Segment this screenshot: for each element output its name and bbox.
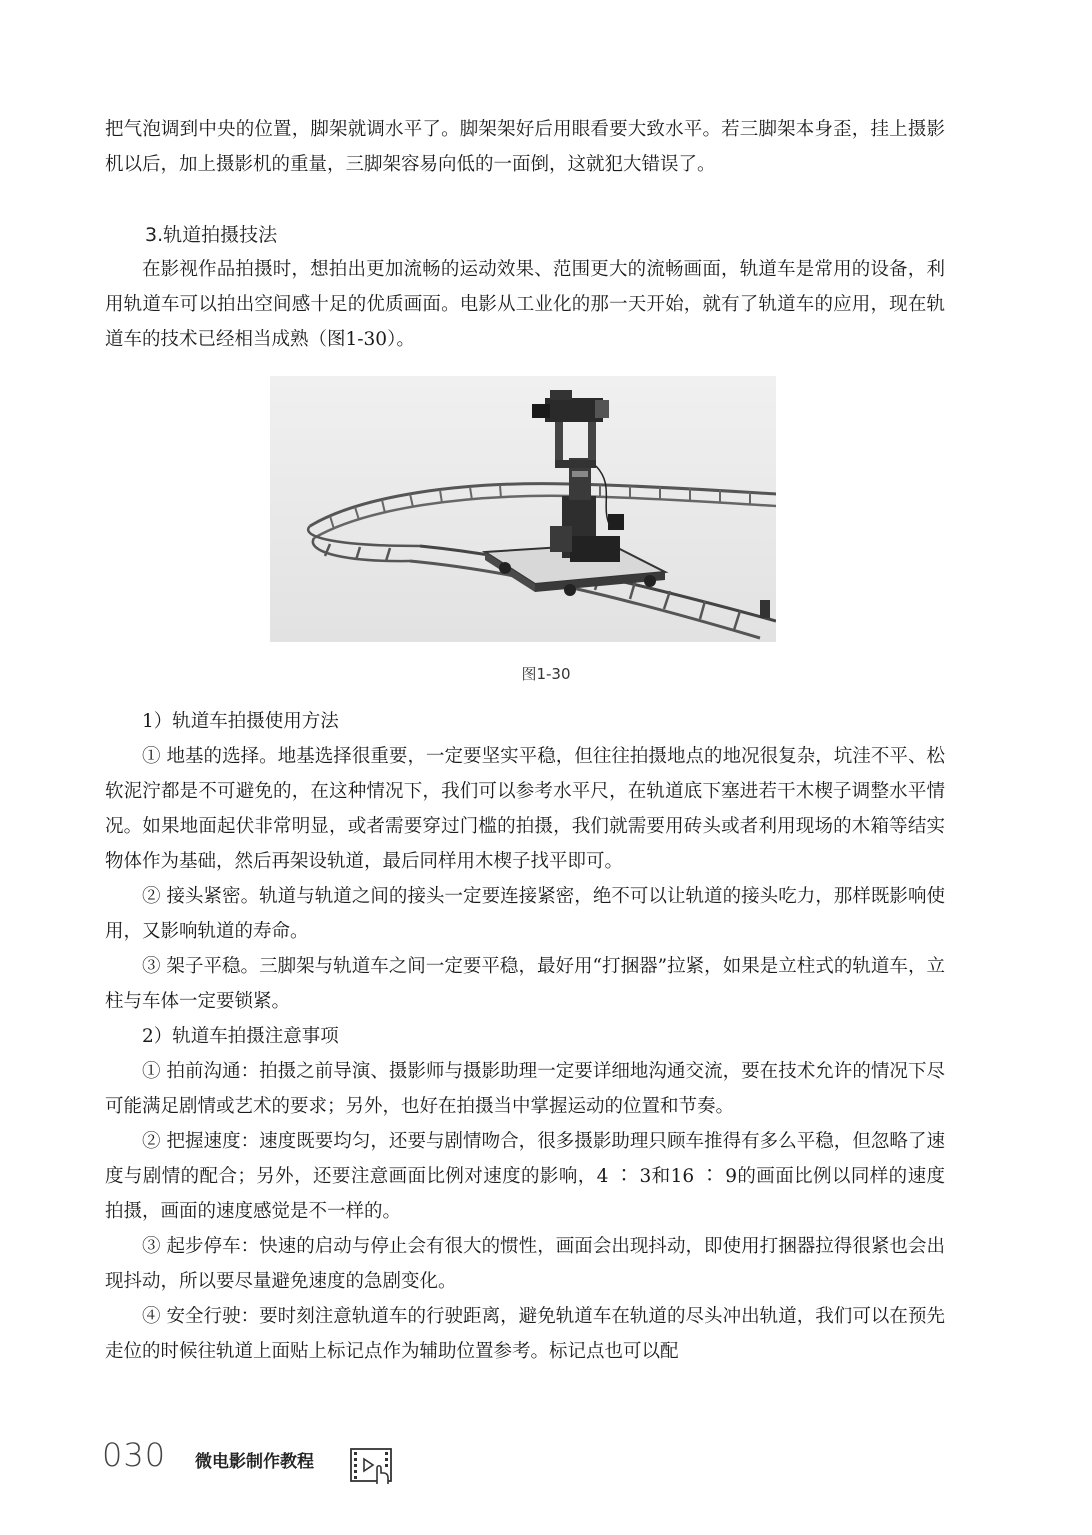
main-body-block xyxy=(105,704,945,1369)
subsection-1-title: 1）轨道车拍摄使用方法 xyxy=(142,711,339,732)
figure-camera-dolly-track xyxy=(270,376,776,642)
page-number: 030 xyxy=(102,1436,167,1474)
camera-dolly-illustration xyxy=(270,376,776,642)
top-paragraph-block xyxy=(105,112,945,182)
section-heading: 3.轨道拍摄技法 xyxy=(145,224,278,246)
subsection-1-item-3: ③ 架子平稳。三脚架与轨道车之间一定要平稳，最好用“打捆器”拉紧，如果是立柱式的轨道车，立柱与车体一定要锁紧。 xyxy=(105,956,945,1012)
film-hand-icon xyxy=(349,1446,395,1486)
book-title: 微电影制作教程 xyxy=(195,1452,314,1472)
subsection-1-item-1: ① 地基的选择。地基选择很重要，一定要坚实平稳，但往往拍摄地点的地况很复杂，坑洼不平、松软泥泞都是不可避免的，在这种情况下，我们可以参考水平尺，在轨道底下塞进若干木楔子调整水平情况。如果地面起伏非常明显，或者需要穿过门槛的拍摄，我们就需要用砖头或者利用现场的木箱等结实物体作为基础，然后再架设轨道，最后同样用木楔子找平即可。 xyxy=(105,746,945,872)
figure-caption: 图1-30 xyxy=(521,665,571,683)
subsection-1-item-2: ② 接头紧密。轨道与轨道之间的接头一定要连接紧密，绝不可以让轨道的接头吃力，那样既影响使用，又影响轨道的寿命。 xyxy=(105,886,945,942)
subsection-2-item-3: ③ 起步停车：快速的启动与停止会有很大的惯性，画面会出现抖动，即使用打捆器拉得很紧也会出现抖动，所以要尽量避免速度的急剧变化。 xyxy=(105,1236,945,1292)
subsection-2-title: 2）轨道车拍摄注意事项 xyxy=(142,1026,339,1047)
subsection-2-item-4: ④ 安全行驶：要时刻注意轨道车的行驶距离，避免轨道车在轨道的尽头冲出轨道，我们可以在预先走位的时候往轨道上面贴上标记点作为辅助位置参考。标记点也可以配 xyxy=(105,1306,945,1362)
subsection-2-item-2: ② 把握速度：速度既要均匀，还要与剧情吻合，很多摄影助理只顾车推得有多么平稳，但忽略了速度与剧情的配合；另外，还要注意画面比例对速度的影响，4 ∶ 3和16 ∶ 9的画面比例以同样的速度拍摄，画面的速度感觉是不一样的。 xyxy=(105,1131,945,1222)
intro-paragraph: 在影视作品拍摄时，想拍出更加流畅的运动效果、范围更大的流畅画面，轨道车是常用的设备，利用轨道车可以拍出空间感十足的优质画面。电影从工业化的那一天开始，就有了轨道车的应用，现在轨道车的技术已经相当成熟（图1-30）。 xyxy=(105,259,945,350)
subsection-2-item-1: ① 拍前沟通：拍摄之前导演、摄影师与摄影助理一定要详细地沟通交流，要在技术允许的情况下尽可能满足剧情或艺术的要求；另外，也好在拍摄当中掌握运动的位置和节奏。 xyxy=(105,1061,945,1117)
top-paragraph: 把气泡调到中央的位置，脚架就调水平了。脚架架好后用眼看要大致水平。若三脚架本身歪，挂上摄影机以后，加上摄影机的重量，三脚架容易向低的一面倒，这就犯大错误了。 xyxy=(105,119,945,175)
intro-paragraph-block xyxy=(105,252,945,357)
